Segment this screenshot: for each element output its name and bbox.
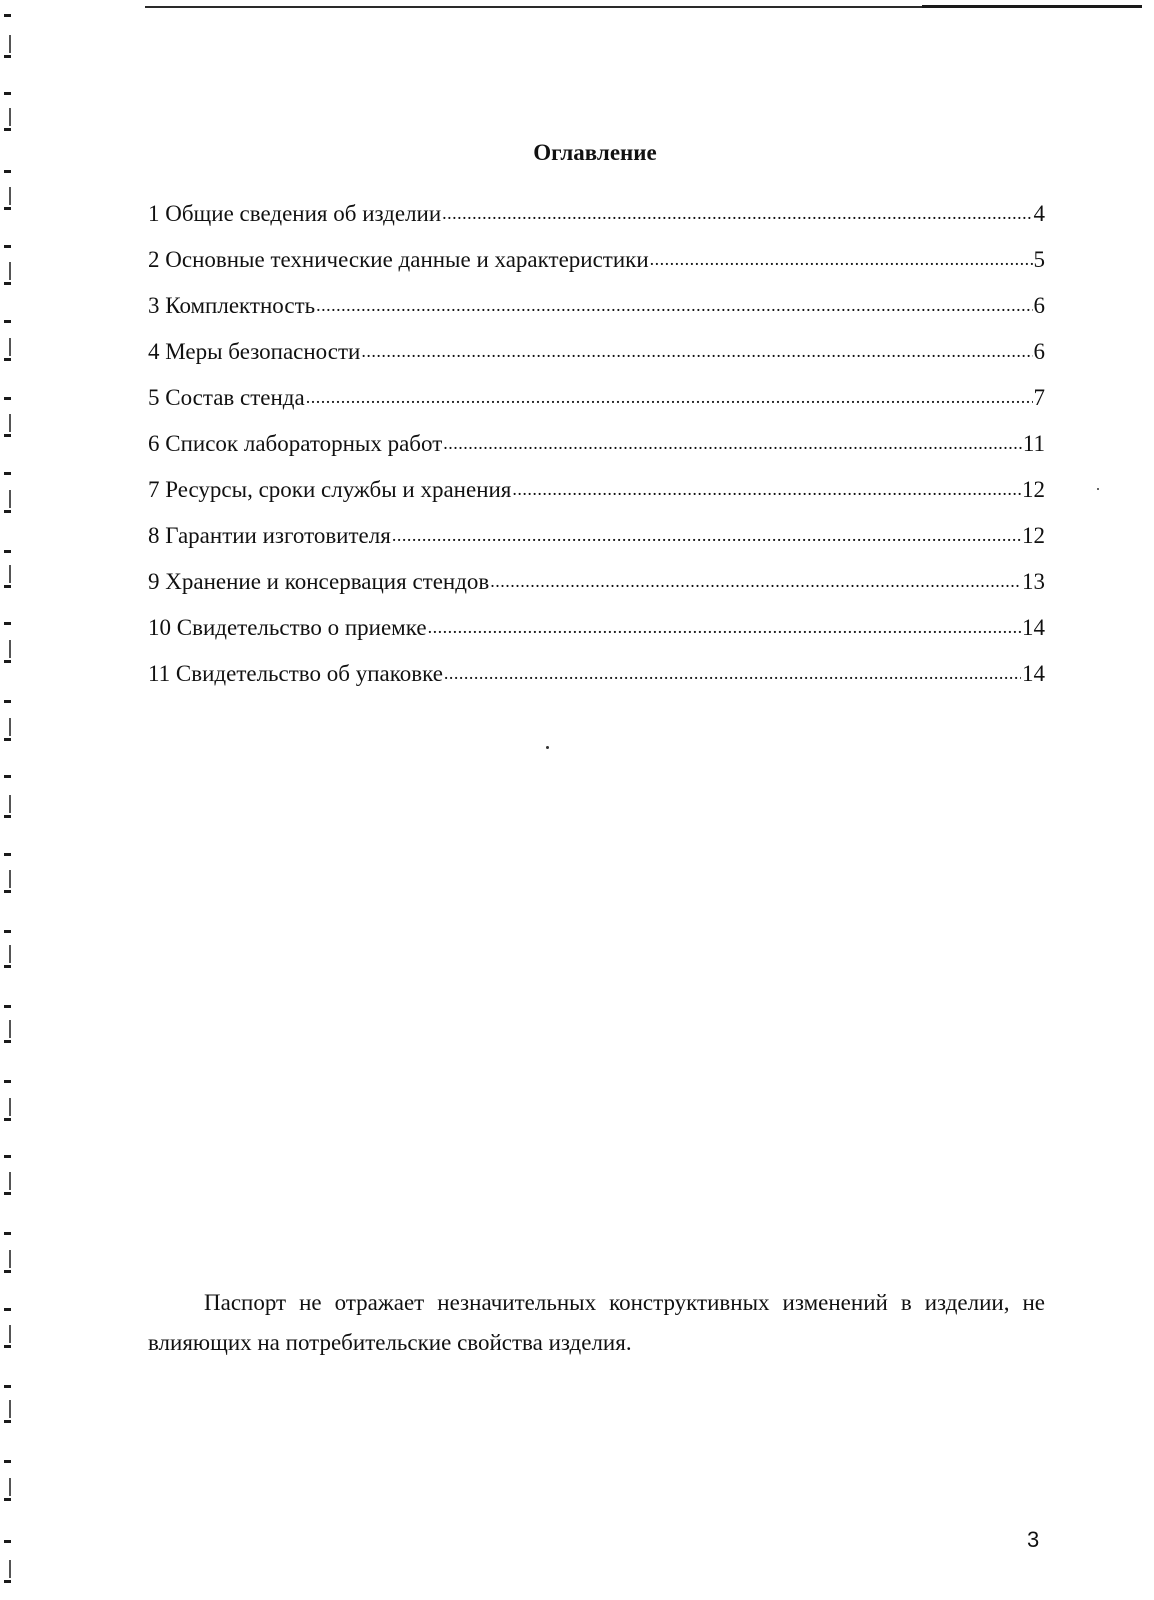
passport-note: Паспорт не отражает незначительных конструктивных изменений в изделии, не влияющих на потребительские свойства изделия.: [148, 1290, 1045, 1355]
binding-hole-mark: [4, 1155, 11, 1158]
binding-tick-mark: [9, 490, 11, 508]
toc-entry-label: 9 Хранение и консервация стендов: [148, 569, 490, 594]
binding-hole-mark: [4, 700, 11, 703]
binding-tick-mark: [9, 870, 11, 888]
binding-hole-mark: [4, 660, 11, 663]
top-border-line: [145, 6, 1142, 8]
toc-entry-label: 5 Состав стенда: [148, 385, 305, 410]
binding-tick-mark: [9, 262, 11, 280]
binding-hole-mark: [4, 397, 11, 400]
binding-hole-mark: [4, 930, 11, 933]
binding-tick-mark: [9, 1560, 11, 1578]
binding-hole-mark: [4, 738, 11, 741]
binding-hole-mark: [4, 128, 11, 131]
binding-hole-mark: [4, 1270, 11, 1273]
binding-hole-mark: [4, 1080, 11, 1083]
binding-hole-mark: [4, 1580, 11, 1583]
toc-entry-label: 11 Свидетельство об упаковке: [148, 661, 443, 686]
toc-entry-page: 6: [1033, 293, 1045, 318]
binding-tick-mark: [9, 1020, 11, 1038]
toc-entry-label: 3 Комплектность: [148, 293, 316, 318]
binding-hole-mark: [4, 1192, 11, 1195]
toc-entry-label: 10 Свидетельство о приемке: [148, 615, 427, 640]
page-title: Оглавление: [533, 140, 657, 165]
binding-hole-mark: [4, 965, 11, 968]
toc-entry[interactable]: [148, 335, 1045, 381]
toc-entry-page: 11: [1022, 431, 1045, 456]
toc-leader-dots: [512, 471, 1021, 506]
binding-hole-mark: [4, 1460, 11, 1463]
binding-hole-mark: [4, 320, 11, 323]
toc-entry[interactable]: [148, 611, 1045, 657]
binding-tick-mark: [9, 1098, 11, 1116]
toc-entry-page: 6: [1033, 339, 1045, 364]
toc-leader-dots: [361, 333, 1032, 368]
toc-entry-label: 1 Общие сведения об изделии: [148, 201, 442, 226]
toc-entry[interactable]: [148, 197, 1045, 243]
toc-leader-dots: [490, 563, 1021, 598]
binding-tick-mark: [9, 35, 11, 53]
binding-hole-mark: [4, 282, 11, 285]
binding-hole-mark: [4, 853, 11, 856]
binding-tick-mark: [9, 640, 11, 658]
binding-hole-mark: [4, 1345, 11, 1348]
toc-entry-page: 7: [1033, 385, 1045, 410]
scan-speck: [546, 746, 549, 749]
binding-tick-mark: [9, 108, 11, 126]
toc-entry-label: 8 Гарантии изготовителя: [148, 523, 391, 548]
binding-hole-mark: [4, 1308, 11, 1311]
binding-hole-mark: [4, 1498, 11, 1501]
binding-tick-mark: [9, 1400, 11, 1418]
binding-hole-mark: [4, 1232, 11, 1235]
toc-leader-dots: [306, 379, 1033, 414]
table-of-contents: [148, 197, 1045, 703]
toc-entry-page: 5: [1033, 247, 1045, 272]
binding-hole-mark: [4, 472, 11, 475]
toc-leader-dots: [443, 425, 1022, 460]
binding-tick-mark: [9, 945, 11, 963]
toc-leader-dots: [428, 609, 1021, 644]
binding-hole-mark: [4, 1118, 11, 1121]
binding-hole-mark: [4, 815, 11, 818]
binding-hole-mark: [4, 434, 11, 437]
binding-hole-mark: [4, 207, 11, 210]
binding-hole-mark: [4, 585, 11, 588]
toc-entry[interactable]: [148, 243, 1045, 289]
page-number: 3: [1027, 1527, 1040, 1552]
toc-entry-label: 4 Меры безопасности: [148, 339, 361, 364]
toc-entry-label: 2 Основные технические данные и характеристики: [148, 247, 649, 272]
toc-entry-page: 13: [1022, 569, 1045, 594]
toc-entry[interactable]: [148, 427, 1045, 473]
toc-entry[interactable]: [148, 381, 1045, 427]
binding-hole-mark: [4, 245, 11, 248]
binding-tick-mark: [9, 1325, 11, 1343]
binding-hole-mark: [4, 1040, 11, 1043]
binding-hole-mark: [4, 1005, 11, 1008]
toc-entry-page: 4: [1033, 201, 1045, 226]
binding-tick-mark: [9, 338, 11, 356]
toc-leader-dots: [650, 241, 1033, 276]
toc-entry[interactable]: [148, 519, 1045, 565]
toc-leader-dots: [444, 655, 1021, 690]
toc-entry-page: 14: [1022, 615, 1045, 640]
binding-hole-mark: [4, 775, 11, 778]
binding-tick-mark: [9, 718, 11, 736]
binding-hole-mark: [4, 55, 11, 58]
binding-tick-mark: [9, 187, 11, 205]
toc-entry[interactable]: [148, 473, 1045, 519]
toc-entry-page: 12: [1022, 523, 1045, 548]
binding-tick-mark: [9, 565, 11, 583]
toc-entry-page: 12: [1022, 477, 1045, 502]
binding-hole-mark: [4, 92, 11, 95]
toc-entry-page: 14: [1022, 661, 1045, 686]
toc-entry-label: 6 Список лабораторных работ: [148, 431, 443, 456]
binding-tick-mark: [9, 1478, 11, 1496]
binding-hole-mark: [4, 170, 11, 173]
toc-entry[interactable]: [148, 289, 1045, 335]
toc-entry[interactable]: [148, 565, 1045, 611]
binding-tick-mark: [9, 414, 11, 432]
toc-entry[interactable]: [148, 657, 1045, 703]
toc-leader-dots: [316, 287, 1032, 322]
toc-leader-dots: [392, 517, 1021, 552]
binding-tick-mark: [9, 1172, 11, 1190]
binding-hole-mark: [4, 1385, 11, 1388]
toc-leader-dots: [442, 195, 1032, 230]
binding-hole-mark: [4, 550, 11, 553]
binding-hole-mark: [4, 1540, 11, 1543]
scan-speck: [1097, 488, 1099, 490]
binding-hole-mark: [4, 14, 11, 17]
binding-tick-mark: [9, 1250, 11, 1268]
binding-hole-marks: [0, 0, 16, 1600]
binding-tick-mark: [9, 795, 11, 813]
binding-hole-mark: [4, 622, 11, 625]
binding-hole-mark: [4, 1420, 11, 1423]
binding-hole-mark: [4, 510, 11, 513]
binding-hole-mark: [4, 890, 11, 893]
binding-hole-mark: [4, 358, 11, 361]
toc-entry-label: 7 Ресурсы, сроки службы и хранения: [148, 477, 512, 502]
